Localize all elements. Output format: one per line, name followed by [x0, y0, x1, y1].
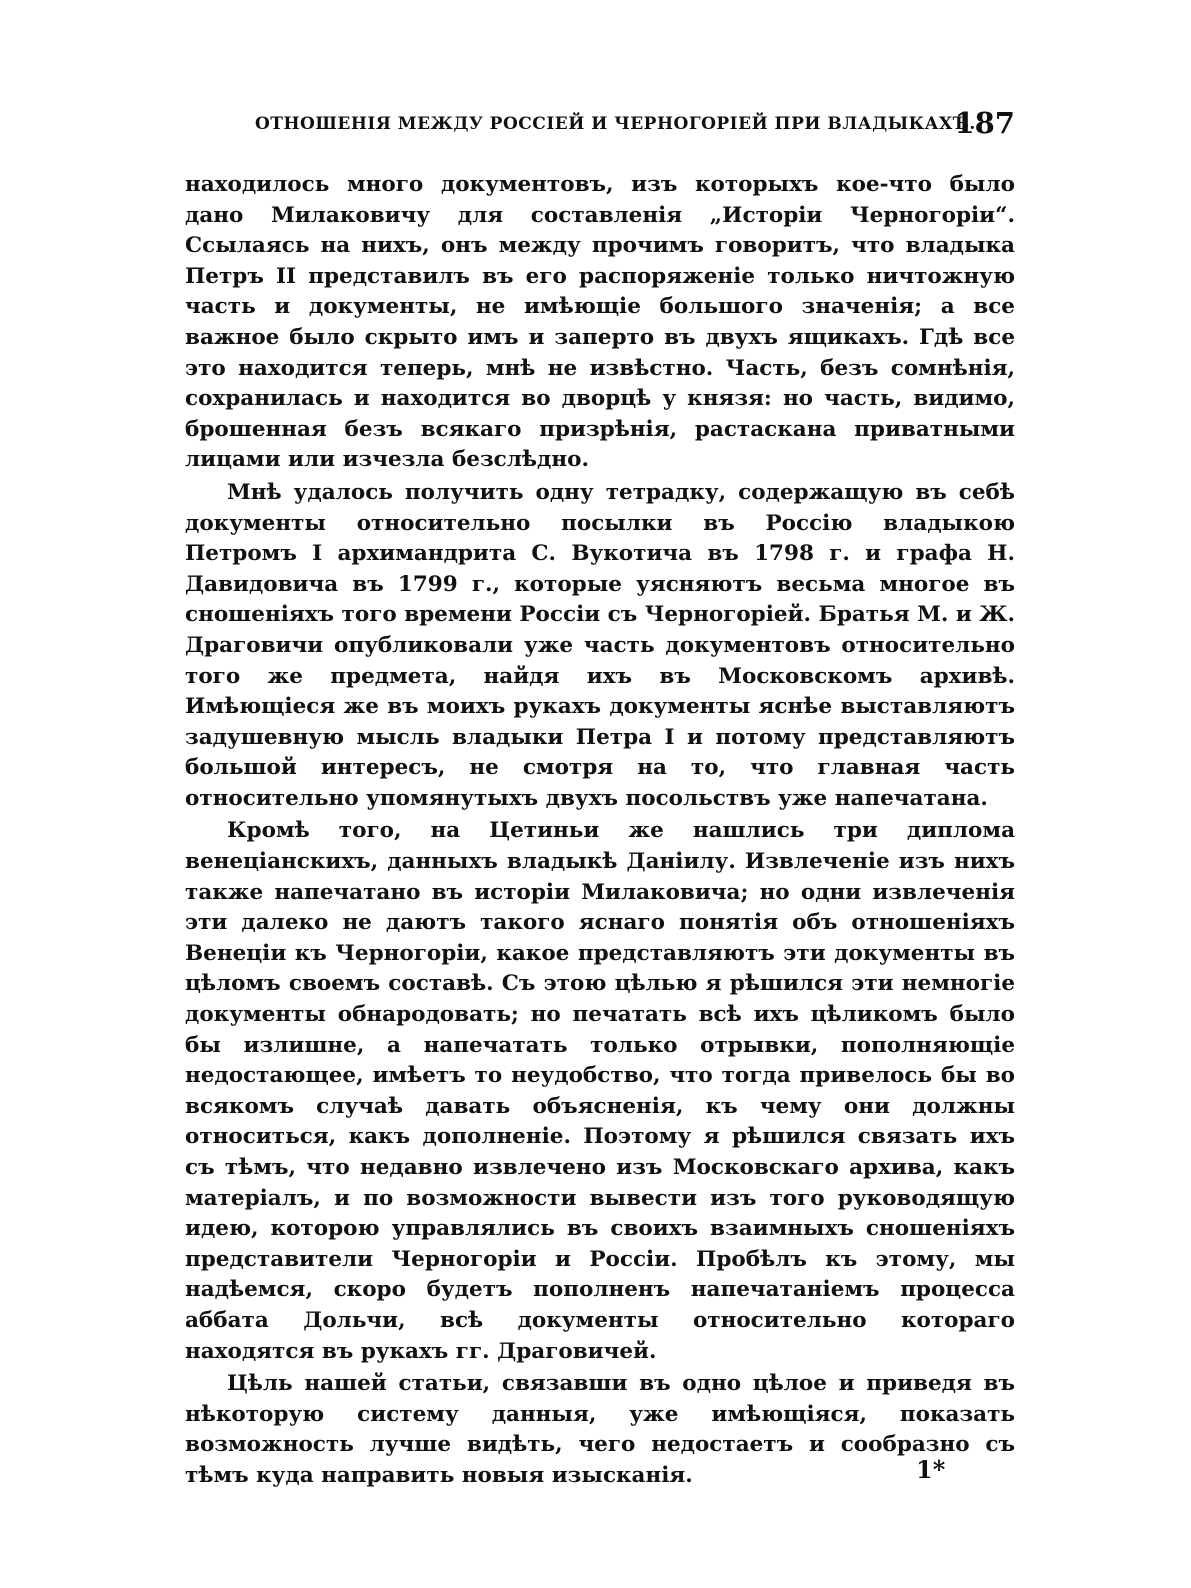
- signature-mark: 1*: [916, 1455, 946, 1484]
- paragraph-continued: находилось много документовъ, изъ которыхъ кое-что было дано Милаковичу для составленія „Исторіи Черногоріи“. Ссылаясь на нихъ, онъ между прочимъ говоритъ, что владыка Петръ II представилъ въ его распоряженіе только ничтожную часть и документы, не имѣющіе большого значенія; а все важное было скрыто имъ и заперто въ двухъ ящикахъ. Гдѣ все это находится теперь, мнѣ не извѣстно. Часть, безъ сомнѣнія, сохранилась и находится во дворцѣ у князя: но часть, видимо, брошенная безъ всякаго призрѣнія, растаскана приватными лицами или изчезла безслѣдно.: [185, 172, 1015, 473]
- paragraph: Кромѣ того, на Цетиньи же нашлись три диплома венеціанскихъ, данныхъ владыкѣ Даніилу. Извлеченіе изъ нихъ также напечатано въ исторіи Милаковича; но одни извлеченія эти далеко не даютъ такого яснаго понятія объ отношеніяхъ Венеціи къ Черногоріи, какое представляютъ эти документы въ цѣломъ своемъ составѣ. Съ этою цѣлью я рѣшился эти немногіе документы обнародовать; но печатать всѣ ихъ цѣликомъ было бы излишне, а напечатать только отрывки, пополняющіе недостающее, имѣетъ то неудобство, что тогда привелось бы во всякомъ случаѣ давать объясненія, къ чему они должны относиться, какъ дополненіе. Поэтому я рѣшился связать ихъ съ тѣмъ, что недавно извлечено изъ Московскаго архива, какъ матеріалъ, и по возможности вывести изъ того руководящую идею, которою управлялись въ своихъ взаимныхъ сношеніяхъ представители Черногоріи и Россіи. Пробѣлъ къ этому, мы надѣемся, скоро будетъ пополненъ напечатаніемъ процесса аббата Дольчи, всѣ документы относительно котораго находятся въ рукахъ гг. Драговичей.: [185, 818, 1015, 1364]
- body-text: [185, 170, 1015, 1492]
- page-number: 187: [954, 106, 1015, 140]
- paragraph: Цѣль нашей статьи, связавши въ одно цѣлое и приведя въ нѣкоторую систему данныя, уже имѣющіяся, показать возможность лучше видѣть, чего недостаетъ и сообразно съ тѣмъ куда направить новыя изысканія.: [185, 1371, 1015, 1488]
- running-head: [185, 104, 1015, 148]
- book-page: [185, 104, 1015, 1492]
- running-title: ОТНОШЕНІЯ МЕЖДУ РОССІЕЙ И ЧЕРНОГОРІЕЙ ПРИ ВЛАДЫКАХЪ.: [255, 114, 976, 134]
- paragraph: Мнѣ удалось получить одну тетрадку, содержащую въ себѣ документы относительно посылки въ Россію владыкою Петромъ I архимандрита С. Вукотича въ 1798 г. и графа Н. Давидовича въ 1799 г., которые уясняютъ весьма многое въ сношеніяхъ того времени Россіи съ Черногоріей. Братья М. и Ж. Драговичи опубликовали уже часть документовъ относительно того же предмета, найдя ихъ въ Московскомъ архивѣ. Имѣющіеся же въ моихъ рукахъ документы яснѣе выставляютъ задушевную мысль владыки Петра I и потому представляютъ большой интересъ, не смотря на то, что главная часть относительно упомянутыхъ двухъ посольствъ уже напечатана.: [185, 479, 1015, 811]
